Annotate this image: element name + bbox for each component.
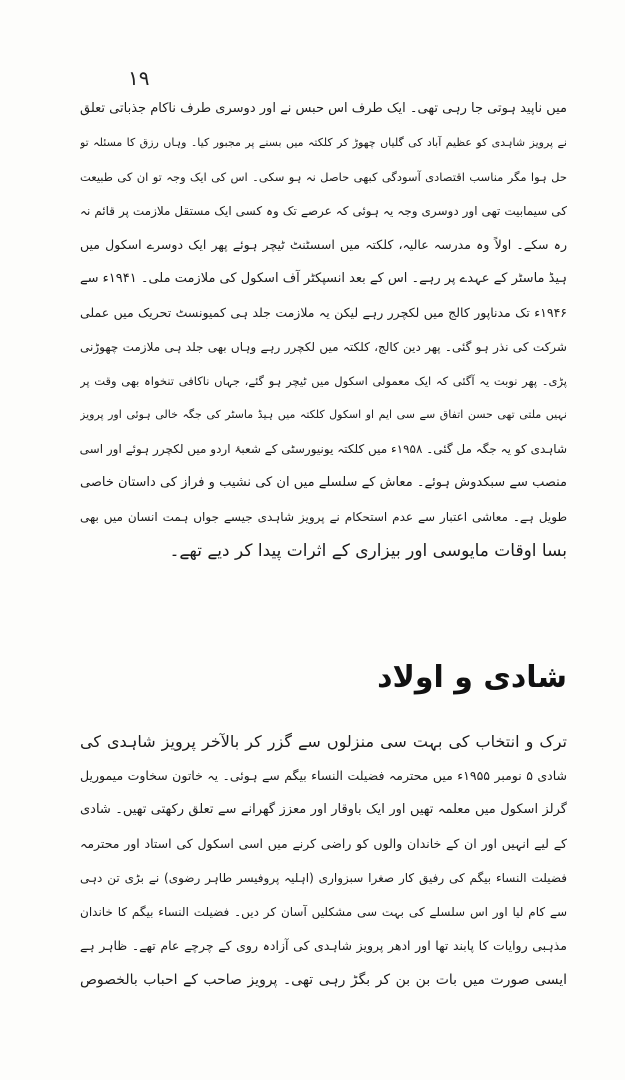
text-line: سے کام لیا اور اس سلسلے کی بہت سی مشکلیں آسان کر دیں۔ فضیلت النساء بیگم کا خاندان [80,905,567,919]
text-line: مذہبی روایات کا پابند تھا اور ادھر پرویز شاہدی کی آزادہ روی کے چرچے عام تھے۔ ظاہر ہے [80,938,567,953]
section-heading: شادی و اولاد [377,660,567,695]
text-line: ترک و انتخاب کی بہت سی منزلوں سے گزر کر بالآخر پرویز شاہدی کی [80,732,567,751]
text-line: کے لیے انہیں اور ان کے خاندان والوں کو راضی کرنے میں اسی اسکول کی استاد اور محترمہ [80,836,567,851]
text-line: نے پرویز شاہدی کو عظیم آباد کی گلیاں چھوڑ کر کلکتہ میں بسنے پر مجبور کیا۔ وہاں رزق کا مسئلہ تو [80,136,567,149]
text-line: طویل ہے۔ معاشی اعتبار سے عدم استحکام نے پرویز شاہدی جیسے جواں ہمت انسان میں بھی [80,510,567,524]
text-line: کی سیمابیت تھی اور دوسری وجہ یہ ہوئی کہ عرصے تک وہ کسی ایک مستقل ملازمت پر قائم نہ [80,204,567,218]
text-line: فضیلت النساء بیگم کی رفیق کار صغرا سبزواری (اہلیہ پروفیسر طاہر رضوی) نے بڑی تن دہی [80,871,567,885]
text-line: پڑی۔ پھر نوبت یہ آگئی کہ ایک معمولی اسکول میں ٹیچر ہو گئے، جہاں ناکافی تنخواہ بھی وقت پر [80,374,567,388]
text-line: ۱۹۴۶ء تک مدناپور کالج میں لکچرر رہے لیکن یہ ملازمت جلد ہی کمیونسٹ تحریک میں عملی [80,305,567,320]
paragraph-career [80,92,567,568]
text-line: شاہدی کو یہ جگہ مل گئی۔ ۱۹۵۸ء میں کلکتہ یونیورسٹی کے شعبۂ اردو میں لکچرر ہوئے اور اسی [80,442,567,456]
paragraph-marriage [80,725,567,997]
text-line: شادی ۵ نومبر ۱۹۵۵ء میں محترمہ فضیلت النساء بیگم سے ہوئی۔ یہ خاتون سخاوت میموریل [80,768,567,783]
text-line: بسا اوقات مایوسی اور بیزاری کے اثرات پیدا کر دیے تھے۔ [169,541,567,561]
text-line: میں ناپید ہوتی جا رہی تھی۔ ایک طرف اس حبس نے اور دوسری طرف ناکام جذباتی تعلق [80,101,567,116]
text-line: ہیڈ ماسٹر کے عہدے پر رہے۔ اس کے بعد انسپکٹر آف اسکول کی ملازمت ملی۔ ۱۹۴۱ء سے [80,271,567,286]
text-line: منصب سے سبکدوش ہوئے۔ معاش کے سلسلے میں ان کی نشیب و فراز کی داستان خاصی [80,475,567,490]
text-line: ایسی صورت میں بات بن بن کر بگڑ رہی تھی۔ پرویز صاحب کے احباب بالخصوص [80,972,567,988]
text-line: نہیں ملتی تھی حسن اتفاق سے سی ایم او اسکول کلکتہ میں ہیڈ ماسٹر کی جگہ خالی ہوئی اور پرویز [80,408,567,421]
text-line: گرلز اسکول میں معلمہ تھیں اور ایک باوقار اور معزز گھرانے سے تعلق رکھتی تھیں۔ شادی [80,802,567,817]
text-line: حل ہوا مگر مناسب اقتصادی آسودگی کبھی حاصل نہ ہو سکی۔ اس کی ایک وجہ تو ان کی طبیعت [80,170,567,184]
text-line: شرکت کی نذر ہو گئی۔ پھر دین کالج، کلکتہ میں لکچرر رہے وہاں بھی جلد ہی ملازمت چھوڑنی [80,340,567,354]
page-number: ۱۹ [128,66,150,90]
text-line: رہ سکے۔ اولاً وہ مدرسہ عالیہ، کلکتہ میں اسسٹنٹ ٹیچر ہوئے پھر ایک دوسرے اسکول میں [80,237,567,252]
